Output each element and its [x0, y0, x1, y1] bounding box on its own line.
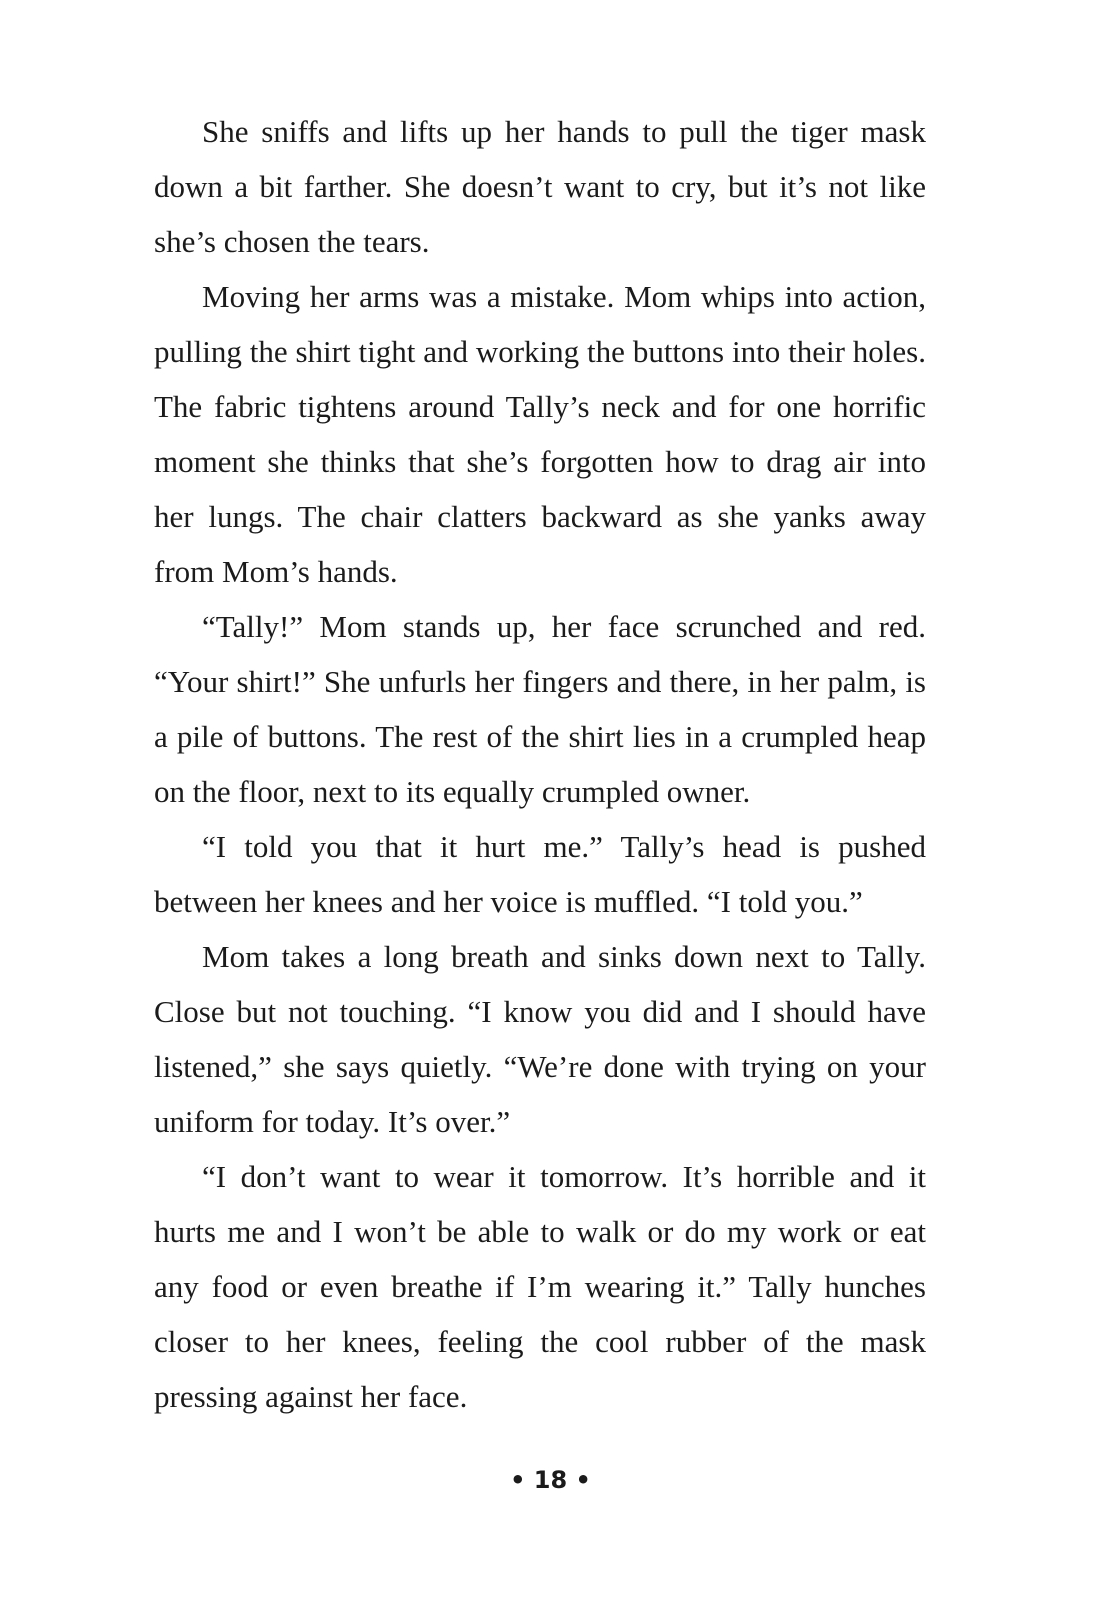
paragraph: “I told you that it hurt me.” Tally’s head is pushed between her knees and her voice is muffled. “I told you.” — [154, 829, 926, 919]
paragraph: Moving her arms was a mistake. Mom whips into action, pulling the shirt tight and working the buttons into their holes. The fabric tightens around Tally’s neck and for one horrific moment she thinks that she’s forgotten how to drag air into her lungs. The chair clatters backward as she yanks away from Mom’s hands. — [154, 279, 926, 589]
paragraph: Mom takes a long breath and sinks down next to Tally. Close but not touching. “I know you did and I should have listened,” she says quietly. “We’re done with trying on your uniform for today. It’s over.” — [154, 939, 926, 1139]
page-number: • 18 • — [510, 1466, 591, 1494]
paragraph: She sniffs and lifts up her hands to pull the tiger mask down a bit farther. She doesn’t want to cry, but it’s not like she’s chosen the tears. — [154, 114, 926, 259]
paragraph: “Tally!” Mom stands up, her face scrunched and red. “Your shirt!” She unfurls her fingers and there, in her palm, is a pile of buttons. The rest of the shirt lies in a crumpled heap on the floor, next to its equally crumpled owner. — [154, 609, 926, 809]
body-text — [154, 104, 926, 1424]
paragraph: “I don’t want to wear it tomorrow. It’s horrible and it hurts me and I won’t be able to walk or do my work or eat any food or even breathe if I’m wearing it.” Tally hunches closer to her knees, feeling the cool rubber of the mask pressing against her face. — [154, 1159, 926, 1414]
